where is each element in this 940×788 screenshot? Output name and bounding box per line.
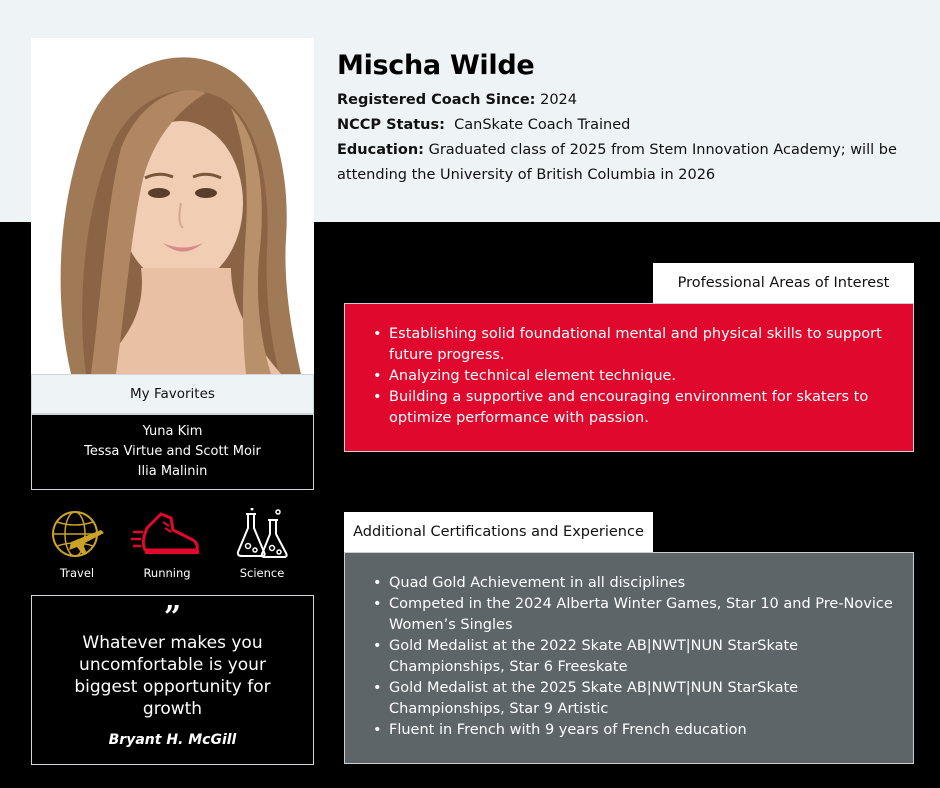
- coach-since-label: Registered Coach Since:: [337, 92, 536, 108]
- nccp-status-label: NCCP Status:: [337, 117, 445, 133]
- education-value: Graduated class of 2025 from Stem Innovation Academy; will be attending the University of British Columbia in 2026: [337, 142, 897, 183]
- list-item: • Building a supportive and encouraging environment for skaters to optimize performance with passion.: [389, 387, 893, 429]
- quote-author: Bryant H. McGill: [108, 732, 237, 748]
- coach-since-value: 2024: [540, 92, 577, 108]
- list-item: • Gold Medalist at the 2025 Skate AB|NWT|NUN StarSkate Championships, Star 9 Artistic: [389, 678, 893, 720]
- quote-mark-icon: ”: [163, 600, 182, 635]
- areas-panel: [344, 303, 914, 452]
- flask-icon: [234, 508, 290, 560]
- favorite-item: Yuna Kim: [142, 424, 203, 439]
- areas-title: Professional Areas of Interest: [653, 263, 914, 303]
- hobby-running: [127, 508, 207, 580]
- nccp-status-value: CanSkate Coach Trained: [454, 117, 631, 133]
- education-label: Education:: [337, 142, 424, 158]
- list-item: • Establishing solid foundational mental and physical skills to support future progress.: [389, 324, 893, 366]
- quote-text: Whatever makes you uncomfortable is your biggest opportunity for growth: [74, 633, 271, 719]
- certs-title: Additional Certifications and Experience: [344, 512, 653, 552]
- favorites-list: [31, 414, 314, 490]
- hobby-label: Science: [239, 566, 285, 580]
- areas-list: [389, 324, 893, 429]
- quote-box: [31, 595, 314, 765]
- favorite-item: Ilia Malinin: [137, 464, 208, 479]
- hobby-travel: [37, 508, 117, 580]
- running-shoe-icon: [131, 508, 203, 560]
- favorites-header: My Favorites: [31, 374, 314, 414]
- certs-panel: [344, 552, 914, 764]
- hobby-label: Running: [143, 566, 191, 580]
- list-item: • Competed in the 2024 Alberta Winter Games, Star 10 and Pre-Novice Women’s Singles: [389, 594, 893, 636]
- education: [337, 138, 897, 188]
- coach-name: Mischa Wilde: [337, 50, 535, 81]
- list-item: • Quad Gold Achievement in all disciplines: [389, 573, 893, 594]
- hobby-science: [222, 508, 302, 580]
- profile-photo: [31, 38, 314, 374]
- favorite-item: Tessa Virtue and Scott Moir: [84, 444, 261, 459]
- list-item: • Gold Medalist at the 2022 Skate AB|NWT|NUN StarSkate Championships, Star 6 Freeskate: [389, 636, 893, 678]
- list-item: • Analyzing technical element technique.: [389, 366, 893, 387]
- certs-list: [389, 573, 893, 741]
- hobby-label: Travel: [59, 566, 95, 580]
- list-item: • Fluent in French with 9 years of French education: [389, 720, 893, 741]
- globe-plane-icon: [47, 508, 107, 560]
- nccp-status: [337, 113, 897, 138]
- coach-since: [337, 88, 897, 113]
